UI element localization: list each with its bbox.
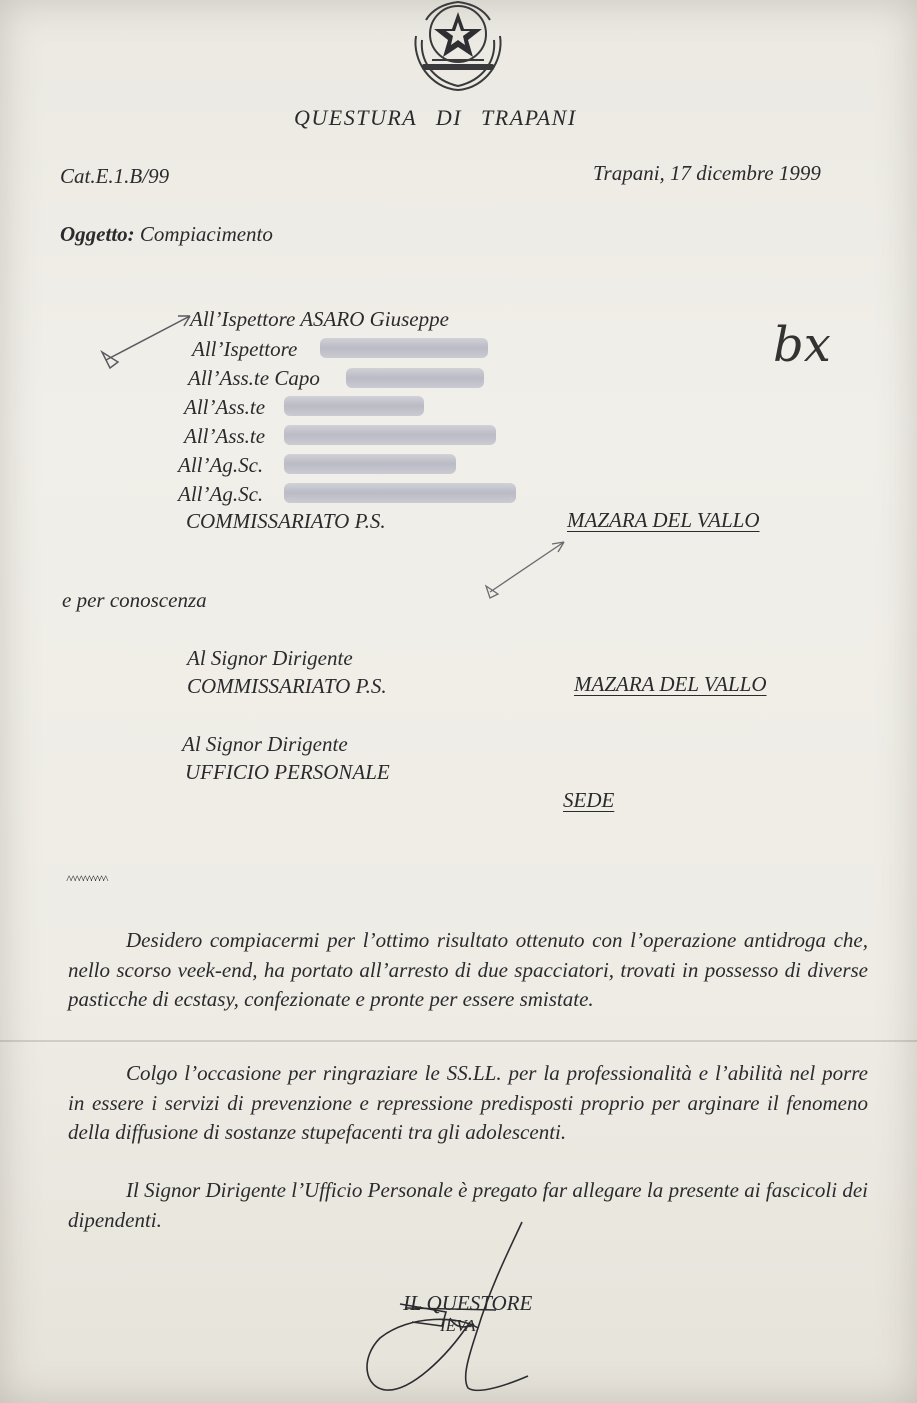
arrow-mark-icon bbox=[480, 536, 570, 600]
redaction-bar bbox=[284, 454, 456, 474]
recipient-name: ASARO Giuseppe bbox=[300, 307, 449, 331]
recipient-row: All’Ag.Sc. bbox=[178, 453, 264, 477]
recipient-row: All’Ass.te bbox=[184, 395, 266, 419]
recipient-title: All’Ispettore bbox=[190, 307, 296, 331]
cc-addressee-line1: Al Signor Dirigente bbox=[182, 732, 348, 756]
recipient-office: COMMISSARIATO P.S. bbox=[186, 509, 386, 533]
handwritten-mark: bx bbox=[773, 317, 831, 373]
redaction-bar bbox=[284, 396, 424, 416]
recipient-city: MAZARA DEL VALLO bbox=[567, 508, 760, 532]
recipient-row: All’Ag.Sc. bbox=[178, 482, 264, 506]
arrow-mark-icon bbox=[96, 308, 196, 372]
redaction-bar bbox=[320, 338, 488, 358]
subject-line bbox=[60, 222, 273, 247]
italian-republic-emblem-icon bbox=[402, 0, 514, 92]
recipient-row: All’Ispettore bbox=[192, 337, 298, 361]
office-title: QUESTURA DI TRAPANI bbox=[294, 105, 577, 130]
cc-addressee-line2: UFFICIO PERSONALE bbox=[185, 760, 390, 784]
recipient-row: All’Ass.te Capo bbox=[188, 366, 320, 390]
body-paragraph-1: Desidero compiacermi per l’ottimo risultato ottenuto con l’operazione antidroga che, nello scorso veek-end, ha portato all’arresto di due spacciatori, trovati in possesso di diverse pasticche di ecstasy, confezionate e pronte per essere smistate. bbox=[68, 928, 868, 1011]
redaction-bar bbox=[346, 368, 484, 388]
cc-label: e per conoscenza bbox=[62, 588, 207, 612]
recipient-row bbox=[190, 307, 449, 332]
recipient-row: All’Ass.te bbox=[184, 424, 266, 448]
cc-addressee-line2: COMMISSARIATO P.S. bbox=[187, 674, 387, 698]
cc-addressee-city: MAZARA DEL VALLO bbox=[574, 672, 767, 696]
cc-addressee-line1: Al Signor Dirigente bbox=[187, 646, 353, 670]
protocol-number: Cat.E.1.B/99 bbox=[60, 164, 170, 188]
signature-title: IL QUESTORE bbox=[403, 1291, 533, 1315]
signature-name: IEVA bbox=[440, 1316, 476, 1335]
handwritten-signature-icon bbox=[350, 1218, 550, 1398]
subject-value: Compiacimento bbox=[139, 222, 273, 246]
body-paragraph-2: Colgo l’occasione per ringraziare le SS.LL. per la professionalità e l’abilità nel porre in essere i servizi di prevenzione e repressione predisposti proprio per arginare il fenomeno della diffusione di sostanze stupefacenti tra gli adolescenti. bbox=[68, 1061, 868, 1144]
redaction-bar bbox=[284, 483, 516, 503]
body-paragraph-3: Il Signor Dirigente l’Ufficio Personale è pregato far allegare la presente ai fascicoli dei dipendenti. bbox=[68, 1178, 868, 1232]
separator-mark: ^^^^^^^^^^ bbox=[66, 872, 107, 886]
redaction-bar bbox=[284, 425, 496, 445]
subject-label: Oggetto: bbox=[60, 222, 135, 246]
place-date: Trapani, 17 dicembre 1999 bbox=[593, 161, 821, 185]
cc-addressee-city: SEDE bbox=[563, 788, 615, 812]
fold-crease bbox=[0, 1040, 917, 1042]
